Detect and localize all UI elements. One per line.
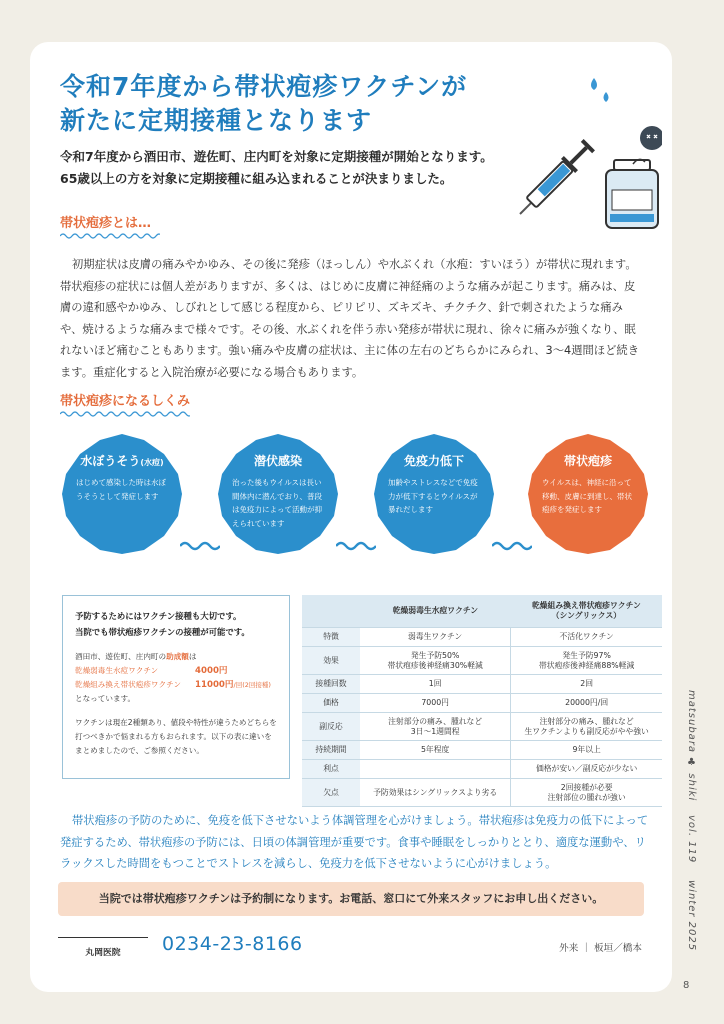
table-cell: 9年以上 <box>511 741 662 760</box>
table-cell: 1回 <box>360 675 511 694</box>
vaccine-note: ワクチンは現在2種類あり、値段や特性が違うためどちらを打つべきかで悩まれる方もおられます。以下の表に違いをまとめましたので、ご参照ください。 <box>75 718 277 755</box>
step-desc: ウイルスは、神経に沿って移動、皮膚に到達し、帯状疱疹を発症します <box>542 478 632 514</box>
table-cell: 5年程度 <box>360 741 511 760</box>
step-immunity-decline <box>372 432 496 556</box>
subsidy-closing: となっています。 <box>75 694 136 703</box>
table-row-label: 特徴 <box>302 628 360 647</box>
subsidy-item-2: 乾燥組み換え帯状疱疹ワクチン 11000円/回(2回接種) <box>75 680 271 690</box>
table-cell: 2回接種が必要 注射部位の腫れが強い <box>511 779 662 807</box>
clinic-name: 丸岡医院 <box>85 948 121 958</box>
step-desc: 治った後もウイルスは長い間体内に潜んでおり、普段は免疫力によって活動が抑えられています <box>232 478 322 528</box>
step-desc: 加齢やストレスなどで免疫力が低下するとウイルスが暴れだします <box>388 478 478 514</box>
table-cell: 注射部分の痛み、腫れなど 生ワクチンよりも副反応がやや強い <box>511 713 662 741</box>
subsidy-text: 酒田市、遊佐町、庄内町の助成額は <box>75 652 197 661</box>
table-cell: 不活化ワクチン <box>511 628 662 647</box>
page-number: 8 <box>683 980 690 991</box>
table-row-label: 接種回数 <box>302 675 360 694</box>
table-header-row <box>302 595 662 628</box>
table-row-label: 効果 <box>302 647 360 675</box>
table-cell: 7000円 <box>360 694 511 713</box>
sweat-drop-icon <box>591 78 609 102</box>
table-header-recombinant-vaccine: 乾燥組み換え帯状疱疹ワクチン （シングリックス） <box>511 595 662 628</box>
vaccine-info-box <box>62 595 290 779</box>
table-cell: 20000円/回 <box>511 694 662 713</box>
connector-wave <box>180 540 220 552</box>
table-header-corner <box>302 595 360 628</box>
virus-icon <box>633 126 662 164</box>
table-cell: 注射部分の痛み、腫れなど 3日〜1週間程 <box>360 713 511 741</box>
table-row <box>302 779 662 807</box>
table-row <box>302 675 662 694</box>
wavy-underline <box>60 410 190 418</box>
step-title: 免疫力低下 <box>403 454 464 468</box>
table-row <box>302 713 662 741</box>
issue-season: winter 2025 <box>686 880 697 952</box>
staff-credit: 外来 ｜ 板垣／橋本 <box>559 943 642 954</box>
table-cell: 2回 <box>511 675 662 694</box>
vial-icon <box>606 160 658 228</box>
subsidy-item-1: 乾燥弱毒生水痘ワクチン 4000円 <box>75 666 228 676</box>
closing-text: 帯状疱疹の予防のために、免疫を低下させないよう体調管理を心がけましょう。帯状疱疹は免疫力の低下によって発症するため、帯状疱疹の予防には、日頃の体調管理が重要です。食事や睡眠をしっかりととり、適度な運動や、リラックスした時間をもつことでストレスを減らし、免疫力を低下させないように心がけましょう。 <box>60 814 649 870</box>
section-heading-about: 帯状疱疹とは… <box>60 216 152 231</box>
step-shingles <box>526 432 650 556</box>
section-heading-mechanism: 帯状疱疹になるしくみ <box>60 394 191 409</box>
table-row <box>302 628 662 647</box>
table-row-label: 価格 <box>302 694 360 713</box>
wavy-underline <box>60 232 160 240</box>
step-title: 水ぼうそう(水痘) <box>80 454 164 468</box>
table-row-label: 利点 <box>302 760 360 779</box>
table-row <box>302 647 662 675</box>
page-title <box>60 70 467 138</box>
table-row <box>302 760 662 779</box>
article-card <box>30 42 672 992</box>
table-cell <box>360 760 511 779</box>
table-cell: 弱毒生ワクチン <box>360 628 511 647</box>
table-row-label: 持続期間 <box>302 741 360 760</box>
table-row-label: 欠点 <box>302 779 360 807</box>
title-line-1: 令和7年度から帯状疱疹ワクチンが <box>60 72 468 101</box>
reservation-notice: 当院では帯状疱疹ワクチンは予約制になります。お電話、窓口にて外来スタッフにお申し出ください。 <box>58 882 644 916</box>
table-row <box>302 694 662 713</box>
table-row-label: 副反応 <box>302 713 360 741</box>
vaccine-comparison-table <box>302 595 662 807</box>
intro-line-1: 令和7年度から酒田市、遊佐町、庄内町を対象に定期接種が開始となります。 <box>60 149 493 164</box>
table-cell: 発生予防97% 帯状疱疹後神経痛88%軽減 <box>511 647 662 675</box>
table-cell: 発生予防50% 帯状疱疹後神経痛30%軽減 <box>360 647 511 675</box>
vaccine-lead: 予防するためにはワクチン接種も大切です。 当院でも帯状疱疹ワクチンの接種が可能です。 <box>75 611 250 637</box>
title-line-2: 新たに定期接種となります <box>60 106 373 135</box>
table-cell: 価格が安い／副反応が少ない <box>511 760 662 779</box>
step-title: 帯状疱疹 <box>563 454 612 468</box>
intro-text <box>60 146 540 190</box>
table-row <box>302 741 662 760</box>
volume-number: vol. 119 <box>686 815 697 864</box>
phone-number: 0234-23-8166 <box>162 933 303 955</box>
connector-wave <box>336 540 376 552</box>
step-title: 潜伏感染 <box>253 454 302 468</box>
table-header-live-vaccine: 乾燥弱毒生水痘ワクチン <box>360 595 511 628</box>
step-latent <box>216 432 340 556</box>
step-desc: はじめて感染した時は水ぼうそうとして発症します <box>76 478 166 501</box>
intro-line-2: 65歳以上の方を対象に定期接種に組み込まれることが決まりました。 <box>60 171 453 186</box>
step-chickenpox <box>60 432 184 556</box>
magazine-name: matsubara ♣ shiki <box>686 690 697 802</box>
about-body: 初期症状は皮膚の痛みやかゆみ、その後に発疹（ほっしん）や水ぶくれ（水疱：すいほう）が帯状に現れます。帯状疱疹の症状には個人差がありますが、多くは、はじめに皮膚に神経痛のような痛みが起こります。痛みは、皮膚の違和感やかゆみ、しびれとして感じる程度から、ピリピリ、ズキズキ、チクチク、針で刺されたような痛みや、焼けるような痛みまで様々です。その後、水ぶくれを伴う赤い発疹が帯状に現れ、徐々に痛みが強くなり、眠れないほど痛むこともあります。強い痛みや皮膚の症状は、主に体の左右のどちらかにみられ、3〜4週間ほど続きます。重症化すると入院治療が必要になる場合もあります。 <box>60 258 639 379</box>
table-cell: 予防効果はシングリックスより劣る <box>360 779 511 807</box>
